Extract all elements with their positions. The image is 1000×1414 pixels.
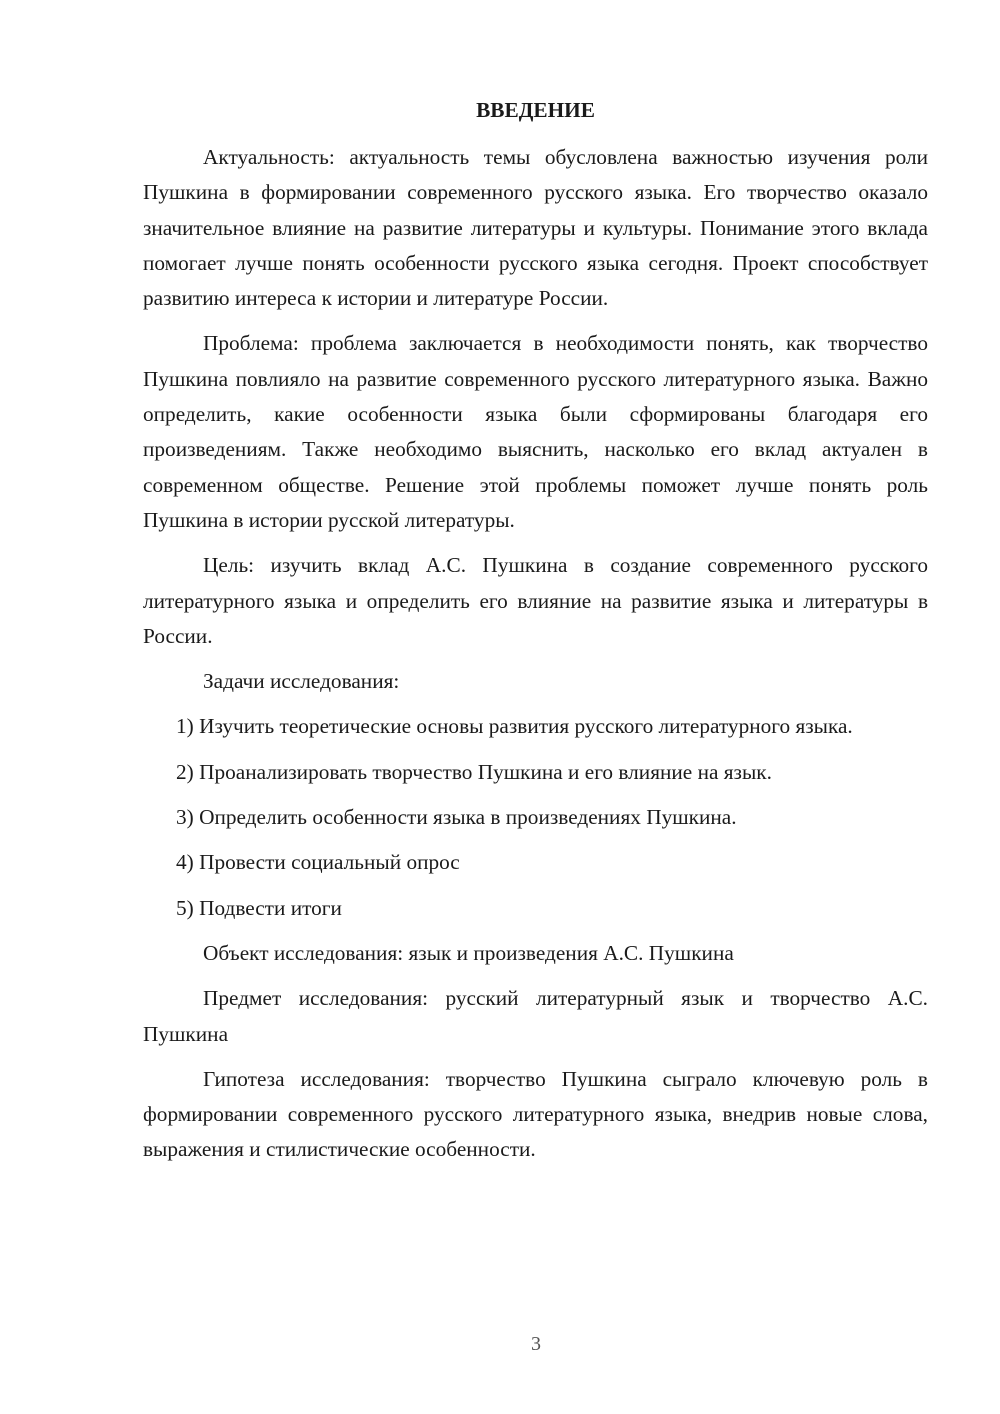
task-item-2: 2) Проанализировать творчество Пушкина и его влияние на язык. [176,759,772,784]
task-item-3: 3) Определить особенности языка в произведениях Пушкина. [176,805,737,830]
hypothesis-paragraph: Гипотеза исследования: творчество Пушкина сыграло ключевую роль в формировании современного русского литературного языка, внедрив новые слова, выражения и стилистические особенности. [143,1066,928,1162]
document-page [143,93,928,1178]
problem-paragraph: Проблема: проблема заключается в необходимости понять, как творчество Пушкина повлияло на развитие современного русского литературного языка. Важно определить, какие особенности языка были сформированы благодаря его произведениям. Также необходимо выяснить, насколько его вклад актуален в современном обществе. Решение этой проблемы поможет лучше понять роль Пушкина в истории русской литературы. [143,331,928,532]
relevance-paragraph: Актуальность: актуальность темы обусловлена важностью изучения роли Пушкина в формировании современного русского языка. Его творчество оказало значительное влияние на развитие литературы и культуры. Понимание этого вклада помогает лучше понять особенности русского языка сегодня. Проект способствует развитию интереса к истории и литературе России. [143,145,928,311]
task-item-5: 5) Подвести итоги [176,895,342,920]
goal-paragraph: Цель: изучить вклад А.С. Пушкина в создание современного русского литературного языка и определить его влияние на развитие языка и литературы в России. [143,553,928,648]
tasks-heading: Задачи исследования: [203,669,400,694]
object-paragraph: Объект исследования: язык и произведения А.С. Пушкина [203,940,734,965]
page-number: 3 [531,1333,541,1355]
subject-paragraph: Предмет исследования: русский литературный язык и творчество А.С. Пушкина [143,986,928,1046]
task-item-1: 1) Изучить теоретические основы развития русского литературного языка. [176,714,853,739]
task-item-4: 4) Провести социальный опрос [176,850,460,875]
section-title: ВВЕДЕНИЕ [476,98,595,122]
